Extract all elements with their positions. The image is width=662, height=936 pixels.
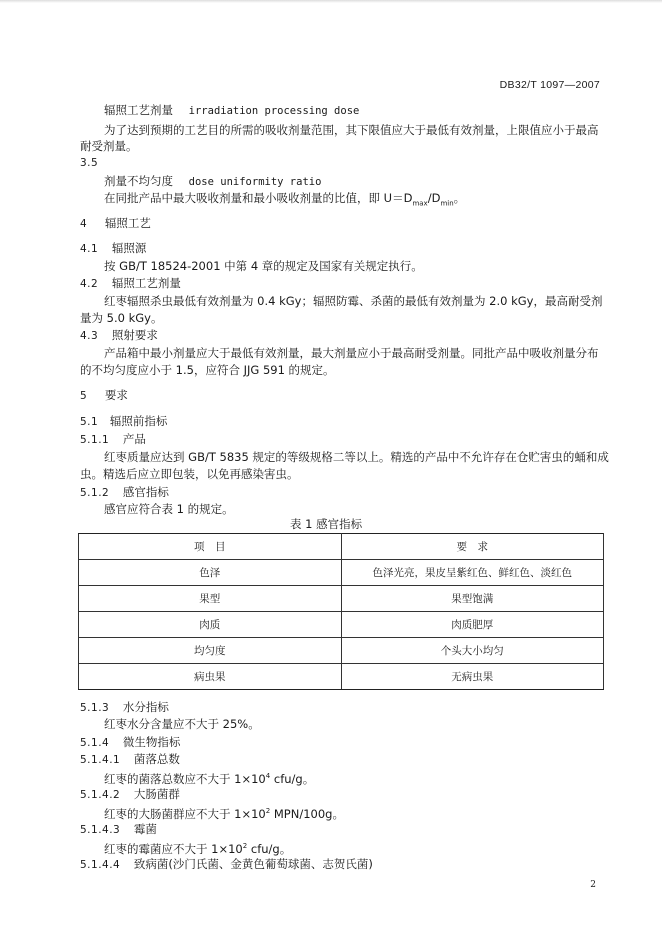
paragraph-line: 虫。精选后应立即包装，以免再感染害虫。 xyxy=(80,467,299,481)
chapter-title: 辐照工艺 xyxy=(104,216,151,230)
clause-title: 大肠菌群 xyxy=(133,787,180,801)
clause-title: 水分指标 xyxy=(122,700,169,714)
table-cell: 无病虫果 xyxy=(341,664,604,690)
table-cell: 个头大小均匀 xyxy=(341,638,604,664)
clause-heading-4-3 xyxy=(80,327,158,344)
clause-number: 5.1.4.3 xyxy=(80,824,121,836)
chapter-title: 要求 xyxy=(104,388,128,402)
clause-title: 霉菌 xyxy=(133,822,157,836)
limit-text: 红枣的大肠菌群应不大于 1×10 xyxy=(104,806,266,821)
exponent: 2 xyxy=(242,842,248,850)
term-cn: 辐照工艺剂量 xyxy=(104,103,173,117)
term-cn: 剂量不均匀度 xyxy=(104,174,173,188)
page-number: 2 xyxy=(590,880,596,890)
table-cell: 果型 xyxy=(79,586,342,612)
formula-text: /D xyxy=(427,191,441,205)
chapter-number: 5 xyxy=(80,390,88,402)
paragraph-line: 红枣质量应达到 GB/T 5835 规定的等级规格二等以上。精选的产品中不允许存在仓贮害虫的蛹和成 xyxy=(104,450,609,464)
table-header-cell: 项 目 xyxy=(79,534,342,560)
formula-sub: min xyxy=(440,199,454,208)
sensory-table xyxy=(78,533,604,690)
table-cell: 色泽光亮，果皮呈紫红色、鲜红色、淡红色 xyxy=(341,560,604,586)
paragraph-line: 量为 5.0 kGy。 xyxy=(80,311,163,325)
paragraph-line: 产品箱中最小剂量应大于最低有效剂量，最大剂量应小于最高耐受剂量。同批产品中吸收剂量分布 xyxy=(104,346,599,360)
clause-title: 辐照源 xyxy=(111,241,147,255)
table-cell: 果型饱满 xyxy=(341,586,604,612)
paragraph-line xyxy=(104,838,291,857)
formula-text: 。 xyxy=(453,191,466,205)
clause-heading-5-1-4-4 xyxy=(80,856,373,873)
definition-line: 耐受剂量。 xyxy=(80,139,138,153)
clause-number: 4.3 xyxy=(80,330,99,342)
table-row xyxy=(79,638,604,664)
table-row xyxy=(79,664,604,690)
paragraph-line: 感官应符合表 1 的规定。 xyxy=(104,502,234,516)
term-en: irradiation processing dose xyxy=(188,105,360,117)
clause-number: 5.1.4.2 xyxy=(80,789,121,801)
clause-title: 辐照工艺剂量 xyxy=(111,276,181,290)
clause-heading-5-1-4-2 xyxy=(80,786,180,803)
limit-unit: MPN/100g。 xyxy=(270,806,344,821)
chapter-heading-4 xyxy=(80,215,151,232)
paragraph-line xyxy=(104,803,344,822)
clause-title: 感官指标 xyxy=(122,485,169,499)
doc-code-header: DB32/T 1097—2007 xyxy=(499,79,600,91)
scan-edge xyxy=(0,0,662,3)
paragraph-line: 按 GB/T 18524-2001 中第 4 章的规定及国家有关规定执行。 xyxy=(104,259,423,273)
table-cell: 病虫果 xyxy=(79,664,342,690)
formula-sub: max xyxy=(412,199,428,208)
clause-heading-5-1-4 xyxy=(80,734,180,751)
table-cell: 均匀度 xyxy=(79,638,342,664)
table-cell: 肉质肥厚 xyxy=(341,612,604,638)
limit-text: 红枣的菌落总数应不大于 1×10 xyxy=(104,771,266,786)
clause-heading-5-1-4-3 xyxy=(80,821,157,838)
paragraph-line: 红枣水分含量应不大于 25%。 xyxy=(104,717,260,731)
limit-unit: cfu/g。 xyxy=(247,841,292,856)
definition-line: 为了达到预期的工艺目的所需的吸收剂量范围，其下限值应大于最低有效剂量，上限值应小于最高 xyxy=(104,123,599,137)
clause-title: 菌落总数 xyxy=(133,752,180,766)
limit-text: 红枣的霉菌应不大于 1×10 xyxy=(104,841,243,856)
clause-title: 照射要求 xyxy=(111,328,158,342)
clause-title: 辐照前指标 xyxy=(109,414,168,428)
clause-heading-4-2 xyxy=(80,275,181,292)
clause-number: 3.5 xyxy=(80,157,99,169)
clause-number: 5.1.4.4 xyxy=(80,859,121,871)
clause-heading-5-1-4-1 xyxy=(80,751,180,768)
clause-title: 产品 xyxy=(122,432,146,446)
table-header-cell: 要 求 xyxy=(341,534,604,560)
clause-heading-5-1 xyxy=(80,413,167,430)
term-3-5 xyxy=(104,173,321,190)
clause-number: 5.1.4.1 xyxy=(80,754,121,766)
clause-number: 5.1.3 xyxy=(80,702,110,714)
table-header-row xyxy=(79,534,604,560)
exponent: 2 xyxy=(265,807,271,815)
clause-heading-5-1-2 xyxy=(80,484,169,501)
formula-text: 在同批产品中最大吸收剂量和最小吸收剂量的比值，即 U＝D xyxy=(104,191,413,205)
clause-number: 5.1.4 xyxy=(80,737,110,749)
term-3-4 xyxy=(104,102,359,119)
table-row xyxy=(79,560,604,586)
chapter-number: 4 xyxy=(80,218,88,230)
exponent: 4 xyxy=(265,772,271,780)
clause-number: 5.1.2 xyxy=(80,487,110,499)
chapter-heading-5 xyxy=(80,387,128,404)
clause-number: 4.2 xyxy=(80,278,99,290)
definition-line xyxy=(104,190,465,211)
clause-heading-5-1-3 xyxy=(80,699,169,716)
paragraph-line xyxy=(104,768,314,787)
paragraph-line: 的不均匀度应小于 1.5，应符合 JJG 591 的规定。 xyxy=(80,363,335,377)
clause-title: 致病菌(沙门氏菌、金黄色葡萄球菌、志贺氏菌) xyxy=(133,857,373,871)
table-caption: 表 1 感官指标 xyxy=(290,517,363,531)
paragraph-line: 红枣辐照杀虫最低有效剂量为 0.4 kGy；辐照防霉、杀菌的最低有效剂量为 2.0 kGy，最高耐受剂 xyxy=(104,294,603,308)
table-cell: 肉质 xyxy=(79,612,342,638)
clause-number: 4.1 xyxy=(80,243,99,255)
clause-heading-4-1 xyxy=(80,240,146,257)
clause-title: 微生物指标 xyxy=(122,735,181,749)
clause-number: 5.1.1 xyxy=(80,434,110,446)
limit-unit: cfu/g。 xyxy=(270,771,315,786)
table-row xyxy=(79,586,604,612)
clause-number: 5.1 xyxy=(80,416,99,428)
table-cell: 色泽 xyxy=(79,560,342,586)
table-row xyxy=(79,612,604,638)
clause-heading-5-1-1 xyxy=(80,431,146,448)
term-en: dose uniformity ratio xyxy=(188,176,322,188)
